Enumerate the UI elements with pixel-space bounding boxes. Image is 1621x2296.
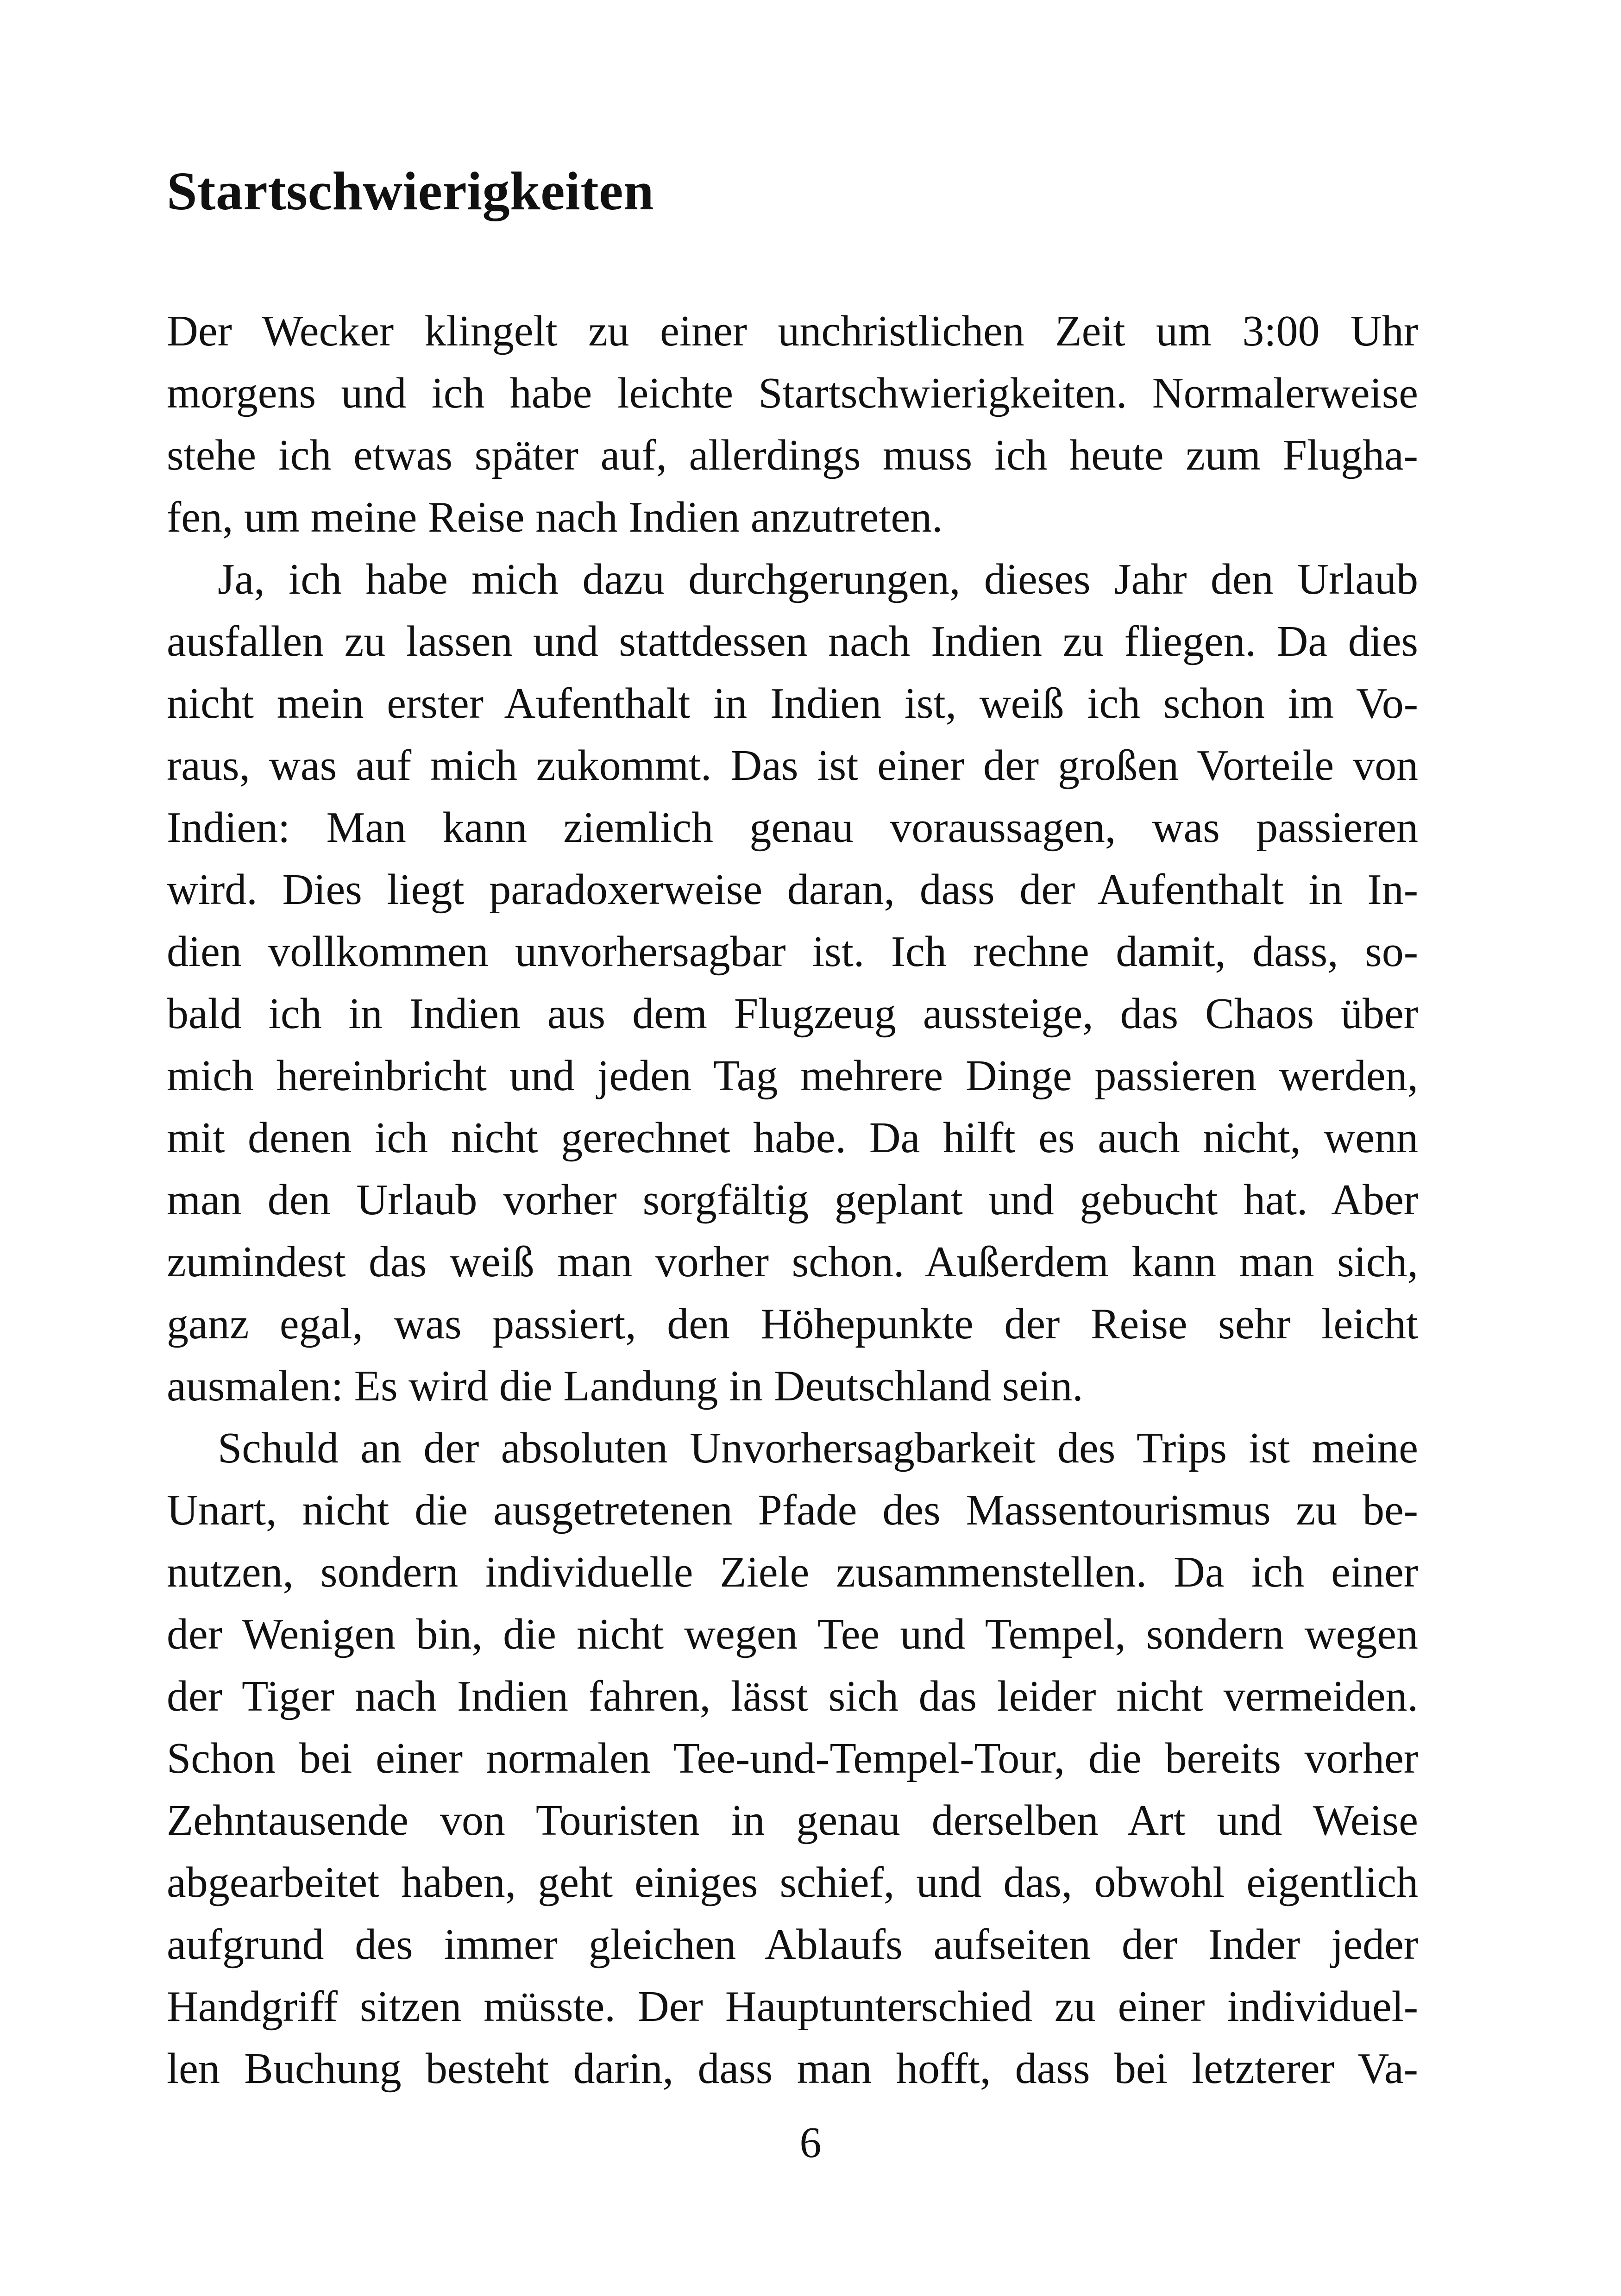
text-line: ausmalen: Es wird die Landung in Deutschland sein. — [167, 1362, 1083, 1410]
body-text — [167, 300, 1418, 2100]
text-line: nicht mein erster Aufenthalt in Indien ist, weiß ich schon im Vo- — [167, 679, 1418, 728]
text-line: Handgriff sitzen müsste. Der Hauptunterschied zu einer individuel- — [167, 1982, 1418, 2031]
text-line: raus, was auf mich zukommt. Das ist einer der großen Vorteile von — [167, 741, 1418, 790]
text-line: mit denen ich nicht gerechnet habe. Da hilft es auch nicht, wenn — [167, 1114, 1418, 1162]
paragraph — [167, 300, 1418, 548]
text-line: stehe ich etwas später auf, allerdings muss ich heute zum Flugha- — [167, 431, 1418, 479]
text-line: Schuld an der absoluten Unvorhersagbarkeit des Trips ist meine — [218, 1424, 1418, 1472]
text-line: Indien: Man kann ziemlich genau voraussagen, was passieren — [167, 803, 1418, 852]
text-line: dien vollkommen unvorhersagbar ist. Ich rechne damit, dass, so- — [167, 928, 1418, 976]
text-line: Ja, ich habe mich dazu durchgerungen, dieses Jahr den Urlaub — [218, 555, 1418, 603]
page-number: 6 — [799, 2119, 822, 2167]
text-line: len Buchung besteht darin, dass man hofft, dass bei letzterer Va- — [167, 2045, 1418, 2093]
text-line: wird. Dies liegt paradoxerweise daran, dass der Aufenthalt in In- — [167, 866, 1418, 914]
text-line: mich hereinbricht und jeden Tag mehrere Dinge passieren werden, — [167, 1052, 1418, 1100]
text-line: morgens und ich habe leichte Startschwierigkeiten. Normalerweise — [167, 369, 1418, 417]
text-line: fen, um meine Reise nach Indien anzutreten. — [167, 493, 943, 541]
text-line: ganz egal, was passiert, den Höhepunkte der Reise sehr leicht — [167, 1300, 1418, 1348]
paragraph — [167, 1417, 1418, 2100]
text-line: Schon bei einer normalen Tee-und-Tempel-Tour, die bereits vorher — [167, 1734, 1418, 1782]
text-line: zumindest das weiß man vorher schon. Außerdem kann man sich, — [167, 1238, 1418, 1286]
paragraph — [167, 548, 1418, 1417]
text-line: nutzen, sondern individuelle Ziele zusammenstellen. Da ich einer — [167, 1548, 1418, 1596]
text-line: bald ich in Indien aus dem Flugzeug aussteige, das Chaos über — [167, 990, 1418, 1038]
text-line: Der Wecker klingelt zu einer unchristlichen Zeit um 3:00 Uhr — [167, 307, 1418, 355]
text-line: aufgrund des immer gleichen Ablaufs aufseiten der Inder jeder — [167, 1920, 1418, 1969]
text-line: man den Urlaub vorher sorgfältig geplant und gebucht hat. Aber — [167, 1176, 1418, 1224]
text-line: ausfallen zu lassen und stattdessen nach Indien zu fliegen. Da dies — [167, 617, 1418, 665]
text-line: Unart, nicht die ausgetretenen Pfade des Massentourismus zu be- — [167, 1486, 1418, 1534]
text-line: Zehntausende von Touristen in genau derselben Art und Weise — [167, 1796, 1418, 1844]
text-line: abgearbeitet haben, geht einiges schief, und das, obwohl eigentlich — [167, 1858, 1418, 1907]
text-line: der Tiger nach Indien fahren, lässt sich das leider nicht vermeiden. — [167, 1672, 1418, 1720]
text-line: der Wenigen bin, die nicht wegen Tee und Tempel, sondern wegen — [167, 1610, 1418, 1658]
chapter-title: Startschwierigkeiten — [167, 161, 654, 221]
